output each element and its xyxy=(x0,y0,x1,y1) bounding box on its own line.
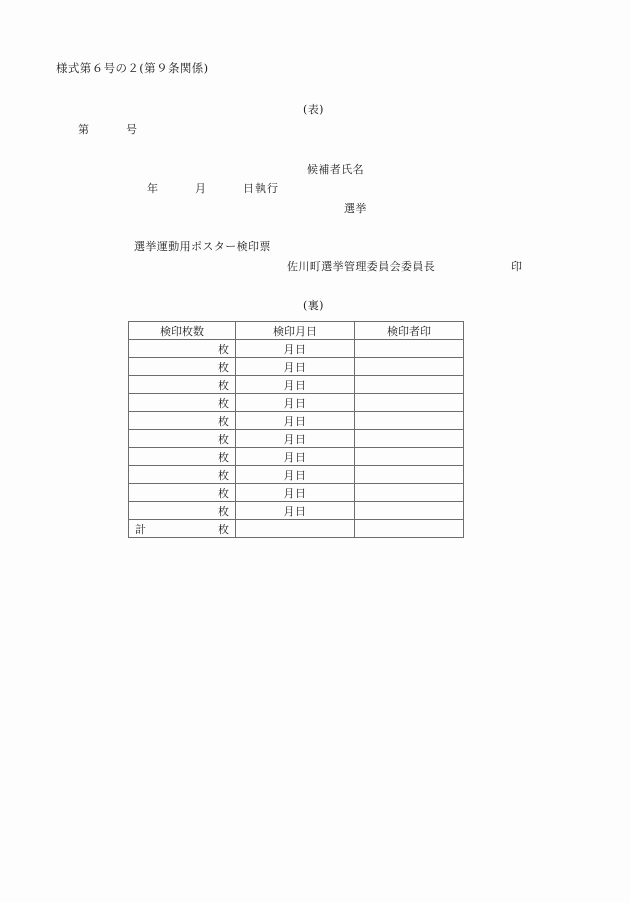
table-row xyxy=(129,376,464,394)
cell-inspection-count[interactable]: 枚 xyxy=(129,430,236,448)
cell-total-seal[interactable] xyxy=(355,520,464,538)
cell-inspection-count[interactable]: 枚 xyxy=(129,448,236,466)
month-unit-label: 月 xyxy=(283,432,295,446)
month-unit-label: 月 xyxy=(283,468,295,482)
month-unit-label: 月 xyxy=(283,504,295,518)
cell-inspector-seal[interactable] xyxy=(355,502,464,520)
table-row xyxy=(129,430,464,448)
cell-inspector-seal[interactable] xyxy=(355,448,464,466)
candidate-name-label: 候補者氏名 xyxy=(307,163,364,176)
cell-inspection-count[interactable]: 枚 xyxy=(129,466,236,484)
month-unit-label: 月 xyxy=(283,378,295,392)
document-number-line: 第 号 xyxy=(78,123,138,136)
month-unit-label: 月 xyxy=(283,342,295,356)
table-row xyxy=(129,502,464,520)
election-word-label: 選挙 xyxy=(344,202,367,215)
day-unit-label: 日 xyxy=(295,342,307,356)
cell-total-count[interactable] xyxy=(129,520,236,538)
cell-inspection-count[interactable]: 枚 xyxy=(129,394,236,412)
total-unit-label: 枚 xyxy=(218,522,229,536)
table-row xyxy=(129,448,464,466)
cell-inspection-count[interactable]: 枚 xyxy=(129,502,236,520)
cell-inspection-date[interactable] xyxy=(236,448,355,466)
cell-inspector-seal[interactable] xyxy=(355,394,464,412)
cell-inspection-count[interactable]: 枚 xyxy=(129,484,236,502)
total-label: 計 xyxy=(135,522,146,536)
cell-inspector-seal[interactable] xyxy=(355,412,464,430)
day-unit-label: 日 xyxy=(295,504,307,518)
cell-inspector-seal[interactable] xyxy=(355,376,464,394)
execution-date-line: 年 月 日執行 xyxy=(147,182,279,195)
seal-mark: 印 xyxy=(511,260,523,273)
day-unit-label: 日 xyxy=(295,360,307,374)
table-total-row xyxy=(129,520,464,538)
back-side-label: (裏) xyxy=(303,299,324,312)
table-row xyxy=(129,484,464,502)
day-unit-label: 日 xyxy=(295,432,307,446)
cell-inspection-date[interactable] xyxy=(236,502,355,520)
table-row xyxy=(129,412,464,430)
table-row xyxy=(129,358,464,376)
cell-inspector-seal[interactable] xyxy=(355,484,464,502)
day-unit-label: 日 xyxy=(295,468,307,482)
month-unit-label: 月 xyxy=(283,486,295,500)
month-unit-label: 月 xyxy=(283,396,295,410)
cell-total-date[interactable] xyxy=(236,520,355,538)
month-unit-label: 月 xyxy=(283,414,295,428)
cell-inspection-date[interactable] xyxy=(236,412,355,430)
cell-inspection-date[interactable] xyxy=(236,484,355,502)
table-row xyxy=(129,394,464,412)
form-code-heading: 様式第６号の２(第９条関係) xyxy=(56,61,209,75)
cell-inspection-date[interactable] xyxy=(236,394,355,412)
day-unit-label: 日 xyxy=(295,450,307,464)
day-unit-label: 日 xyxy=(295,486,307,500)
day-unit-label: 日 xyxy=(295,414,307,428)
cell-inspector-seal[interactable] xyxy=(355,466,464,484)
cell-inspection-count[interactable]: 枚 xyxy=(129,412,236,430)
election-committee-chair-label: 佐川町選挙管理委員会委員長 xyxy=(287,260,436,273)
month-unit-label: 月 xyxy=(283,360,295,374)
cell-inspector-seal[interactable] xyxy=(355,358,464,376)
cell-inspection-date[interactable] xyxy=(236,376,355,394)
cell-inspection-date[interactable] xyxy=(236,358,355,376)
cell-inspection-count[interactable]: 枚 xyxy=(129,376,236,394)
header-inspection-count: 検印枚数 xyxy=(129,322,236,340)
table-row xyxy=(129,340,464,358)
cell-inspection-count[interactable]: 枚 xyxy=(129,358,236,376)
cell-inspection-date[interactable] xyxy=(236,466,355,484)
cell-inspector-seal[interactable] xyxy=(355,340,464,358)
month-unit-label: 月 xyxy=(283,450,295,464)
header-inspection-date: 検印月日 xyxy=(236,322,355,340)
inspection-table xyxy=(128,321,464,538)
cell-inspection-count[interactable]: 枚 xyxy=(129,340,236,358)
table-row xyxy=(129,466,464,484)
front-side-label: (表) xyxy=(303,103,324,116)
table-header-row xyxy=(129,322,464,340)
cell-inspector-seal[interactable] xyxy=(355,430,464,448)
cell-inspection-date[interactable] xyxy=(236,430,355,448)
day-unit-label: 日 xyxy=(295,378,307,392)
day-unit-label: 日 xyxy=(295,396,307,410)
header-inspector-seal: 検印者印 xyxy=(355,322,464,340)
cell-inspection-date[interactable] xyxy=(236,340,355,358)
poster-inspection-ticket-title: 選挙運動用ポスター検印票 xyxy=(134,240,271,253)
